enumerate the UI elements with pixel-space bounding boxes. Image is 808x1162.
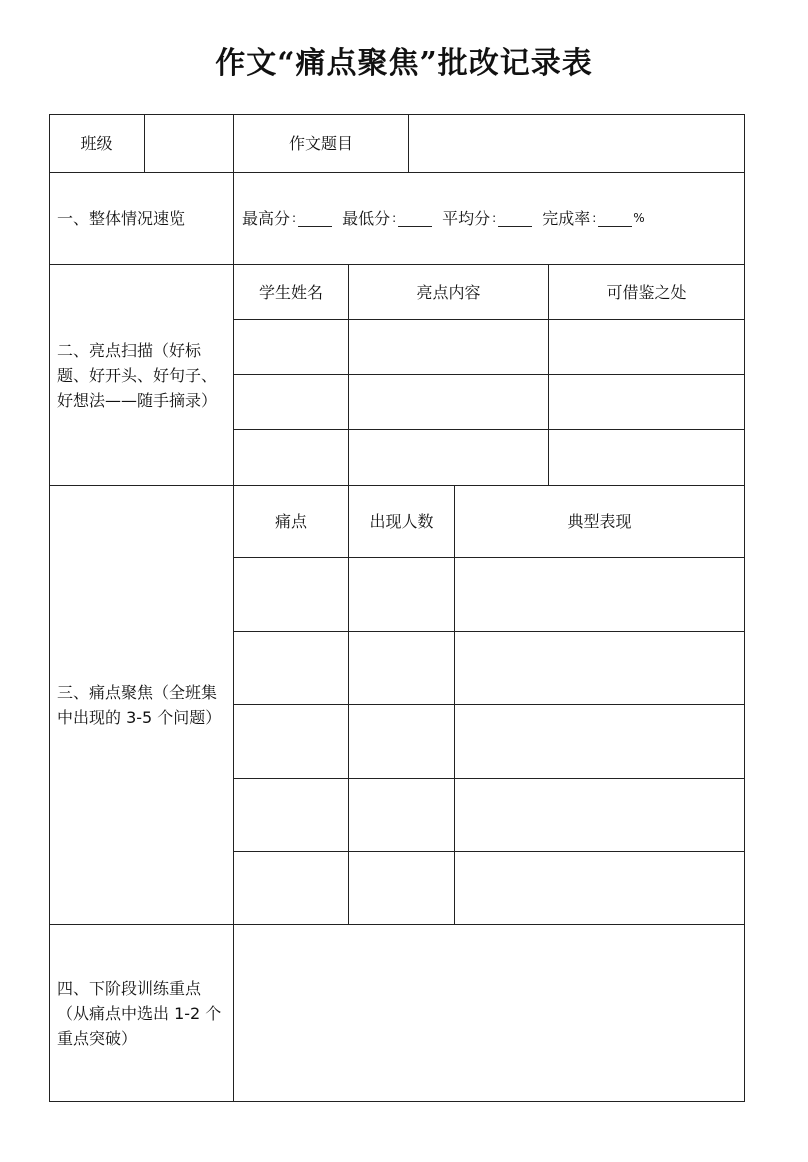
correction-record-form [49, 114, 745, 1102]
stat-completion [542, 206, 644, 231]
stat-average-label: 平均分 [442, 209, 491, 228]
s2-cell[interactable] [234, 320, 348, 374]
s3-cell[interactable] [455, 779, 744, 851]
section1-label: 一、整体情况速览 [57, 209, 186, 228]
s2-col-reference: 可借鉴之处 [606, 282, 687, 302]
s3-cell[interactable] [349, 632, 454, 704]
s3-cell[interactable] [455, 632, 744, 704]
s3-cell[interactable] [349, 705, 454, 778]
stat-highest-colon: : [292, 211, 297, 225]
s2-cell[interactable] [349, 320, 548, 374]
s3-cell[interactable] [349, 779, 454, 851]
class-label: 班级 [80, 133, 113, 153]
s3-cell[interactable] [234, 558, 348, 631]
stat-average [442, 206, 532, 231]
stat-highest [242, 206, 332, 231]
s3-cell[interactable] [234, 632, 348, 704]
s2-cell[interactable] [549, 320, 744, 374]
s3-cell[interactable] [234, 705, 348, 778]
s3-cell[interactable] [349, 852, 454, 924]
stat-lowest-label: 最低分 [342, 209, 391, 228]
s2-cell[interactable] [549, 430, 744, 485]
stat-lowest-field[interactable] [398, 210, 432, 227]
class-field[interactable] [145, 114, 233, 172]
stat-average-colon: : [492, 211, 497, 225]
topic-label: 作文题目 [288, 133, 353, 153]
s2-col-highlight: 亮点内容 [416, 282, 481, 302]
stat-completion-percent: % [633, 211, 645, 225]
s3-cell[interactable] [349, 558, 454, 631]
stat-completion-field[interactable] [598, 210, 632, 227]
stat-average-field[interactable] [498, 210, 532, 227]
s3-cell[interactable] [455, 705, 744, 778]
page-title: 作文“痛点聚焦”批改记录表 [215, 46, 593, 81]
stat-completion-label: 完成率 [542, 209, 591, 228]
s3-cell[interactable] [234, 852, 348, 924]
border-bottom [49, 1101, 745, 1102]
stat-highest-label: 最高分 [242, 209, 291, 228]
stat-highest-field[interactable] [298, 210, 332, 227]
s3-cell[interactable] [234, 779, 348, 851]
s2-cell[interactable] [349, 375, 548, 429]
section4-field[interactable] [234, 925, 744, 1101]
section1-stats [234, 173, 744, 264]
section3-label: 三、痛点聚焦（全班集中出现的 3-5 个问题） [57, 683, 222, 727]
topic-field[interactable] [409, 114, 744, 172]
section2-label: 二、亮点扫描（好标题、好开头、好句子、好想法——随手摘录） [57, 340, 218, 410]
s3-col-typical: 典型表现 [567, 512, 632, 531]
stat-completion-colon: : [592, 211, 597, 225]
s2-cell[interactable] [349, 430, 548, 485]
stat-lowest-colon: : [392, 211, 397, 225]
s2-col-student-name: 学生姓名 [258, 282, 323, 302]
s2-cell[interactable] [234, 375, 348, 429]
section4-label: 四、下阶段训练重点（从痛点中选出 1-2 个重点突破） [57, 978, 222, 1048]
stat-lowest [342, 206, 432, 231]
s3-col-count: 出现人数 [369, 512, 434, 531]
border-right [744, 114, 745, 1102]
s2-cell[interactable] [549, 375, 744, 429]
s3-cell[interactable] [455, 558, 744, 631]
s3-col-pain-point: 痛点 [274, 512, 307, 531]
s2-cell[interactable] [234, 430, 348, 485]
s3-cell[interactable] [455, 852, 744, 924]
